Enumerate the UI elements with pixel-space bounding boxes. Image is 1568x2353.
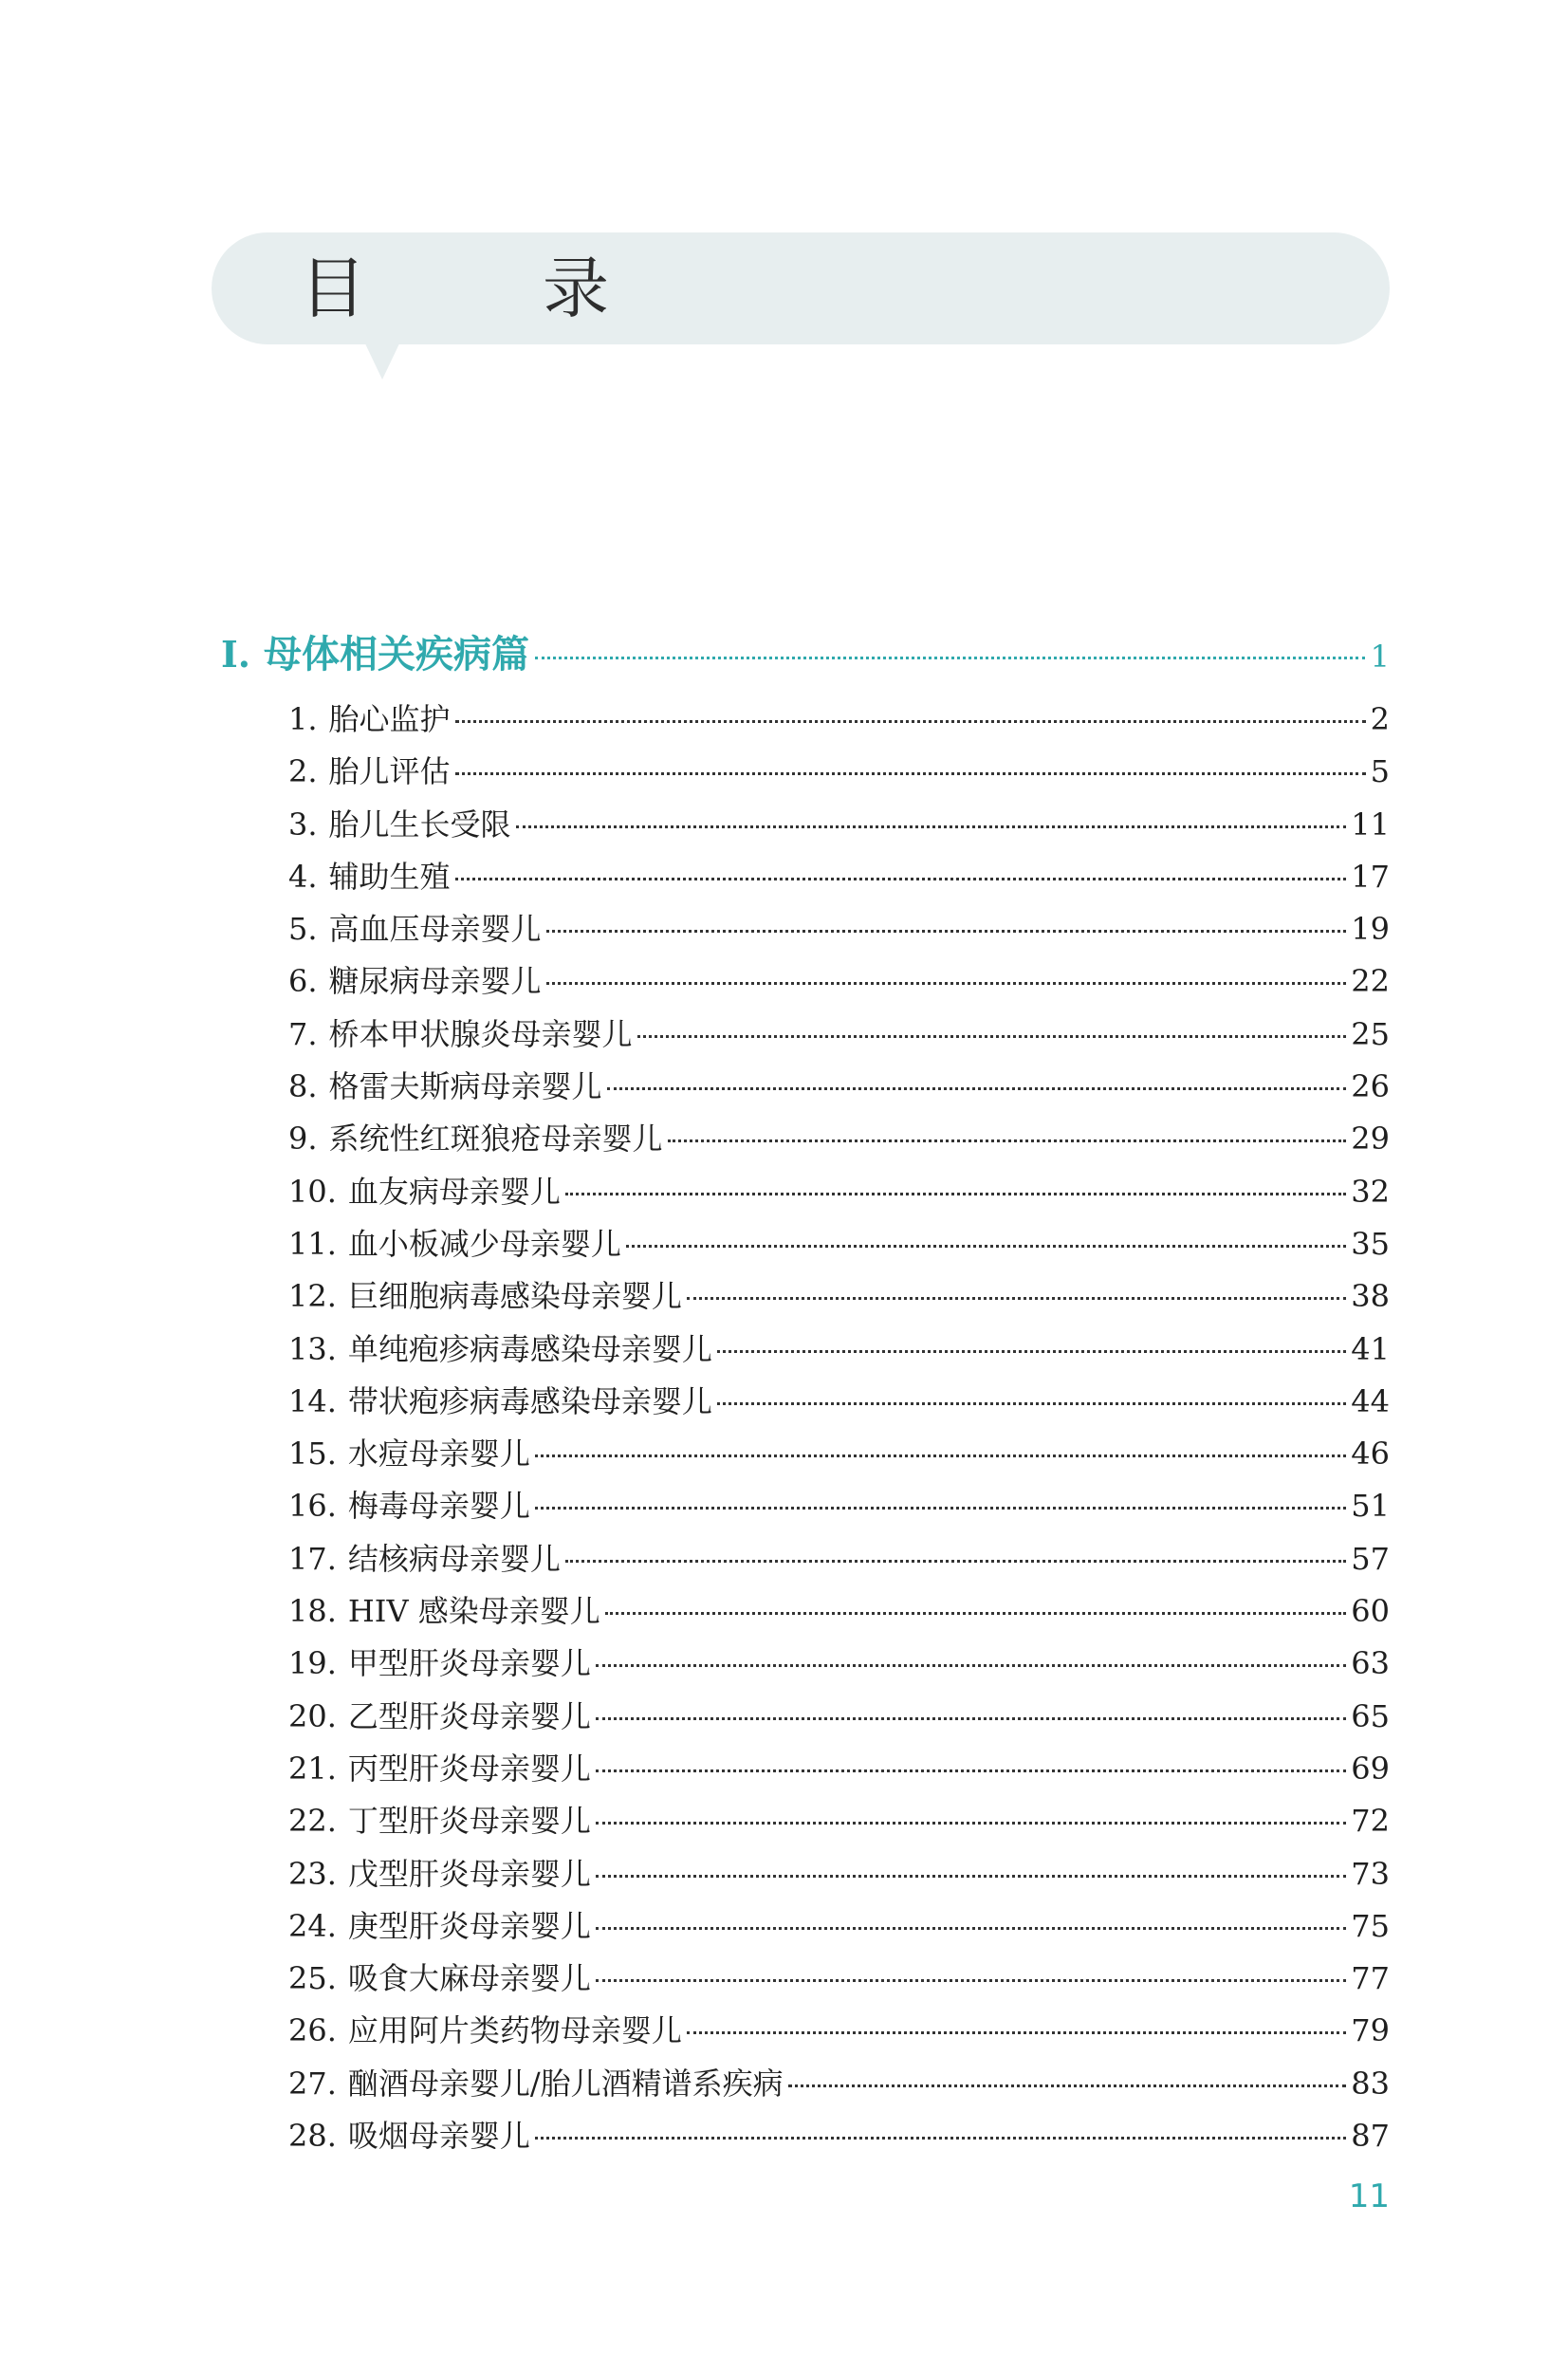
toc-entry-number: 3. [288,806,318,843]
toc-entry-number: 23. [288,1855,337,1892]
dot-leader [626,1245,1346,1248]
toc-entry-page: 22 [1351,963,1390,1000]
toc-entry-page: 51 [1351,1488,1390,1525]
toc-entry-page: 32 [1351,1173,1390,1210]
toc-entry[interactable] [288,1848,1390,1900]
toc-section-heading[interactable] [221,624,1390,681]
toc-list [288,694,1390,2162]
toc-entry-page: 87 [1351,2118,1390,2155]
toc-entry[interactable] [288,903,1390,955]
toc-entry-number: 8. [288,1068,318,1105]
toc-entry-page: 77 [1351,1960,1390,1997]
toc-entry-title: 单纯疱疹病毒感染母亲婴儿 [347,1330,712,1367]
toc-entry-page: 5 [1370,753,1390,790]
toc-entry-page: 83 [1351,2065,1390,2102]
page-number: 11 [1348,2177,1390,2215]
toc-entry-title: 系统性红斑狼疮母亲婴儿 [328,1121,663,1158]
dot-leader [596,1664,1346,1667]
toc-entry-page: 65 [1351,1697,1390,1734]
toc-entry[interactable] [288,1324,1390,1376]
toc-entry-title: 戊型肝炎母亲婴儿 [347,1855,591,1892]
toc-entry-number: 1. [288,701,318,737]
toc-entry-page: 72 [1351,1803,1390,1840]
toc-entry-number: 11. [288,1225,337,1262]
dot-leader [516,825,1347,828]
toc-entry-number: 16. [288,1488,337,1525]
toc-entry[interactable] [288,1376,1390,1428]
toc-entry-title: 高血压母亲婴儿 [328,911,542,948]
toc-entry[interactable] [288,1795,1390,1847]
toc-entry-title: 乙型肝炎母亲婴儿 [347,1697,591,1734]
title-banner-pointer [363,340,401,380]
toc-entry-number: 7. [288,1015,318,1052]
toc-entry-page: 25 [1351,1015,1390,1052]
toc-entry-title: 巨细胞病毒感染母亲婴儿 [347,1278,682,1315]
dot-leader [605,1612,1347,1615]
toc-entry-number: 20. [288,1697,337,1734]
toc-entry[interactable] [288,1061,1390,1113]
toc-entry-number: 24. [288,1907,337,1944]
toc-entry[interactable] [288,1166,1390,1218]
section-number: Ⅰ. [221,633,251,676]
toc-entry-title: 甲型肝炎母亲婴儿 [347,1645,591,1682]
dot-leader [687,1297,1346,1300]
toc-entry-page: 44 [1351,1382,1390,1419]
toc-entry-number: 18. [288,1593,337,1630]
toc-entry-number: 9. [288,1121,318,1158]
toc-entry-title: HIV 感染母亲婴儿 [347,1593,600,1630]
section-page-number: 1 [1370,639,1390,675]
toc-entry-page: 17 [1351,858,1390,895]
toc-entry-title: 丁型肝炎母亲婴儿 [347,1803,591,1840]
dot-leader [535,1507,1346,1510]
dot-leader [546,982,1347,985]
section-title: 母体相关疾病篇 [264,632,530,676]
dot-leader [535,657,1365,659]
toc-entry-number: 26. [288,2012,337,2049]
toc-entry-number: 21. [288,1750,337,1787]
toc-entry-title: 胎心监护 [328,701,451,737]
toc-entry-number: 6. [288,963,318,1000]
dot-leader [596,1875,1346,1878]
toc-entry[interactable] [288,1218,1390,1270]
toc-entry[interactable] [288,2005,1390,2057]
toc-entry-page: 60 [1351,1593,1390,1630]
dot-leader [455,878,1347,880]
dot-leader [596,1927,1346,1930]
toc-entry[interactable] [288,1743,1390,1795]
toc-entry-page: 29 [1351,1121,1390,1158]
toc-entry-page: 2 [1370,701,1390,737]
toc-entry[interactable] [288,1113,1390,1165]
toc-entry[interactable] [288,746,1390,798]
dot-leader [535,1454,1346,1457]
toc-entry-page: 69 [1351,1750,1390,1787]
dot-leader [596,1769,1346,1772]
dot-leader [668,1139,1347,1142]
toc-entry-title: 酗酒母亲婴儿/胎儿酒精谱系疾病 [347,2065,784,2102]
toc-entry[interactable] [288,1638,1390,1690]
toc-entry[interactable] [288,1009,1390,1061]
toc-entry[interactable] [288,1953,1390,2005]
toc-entry-page: 11 [1351,806,1390,843]
toc-entry-page: 79 [1351,2012,1390,2049]
toc-entry-number: 17. [288,1540,337,1577]
toc-entry[interactable] [288,1900,1390,1953]
toc-entry-title: 辅助生殖 [328,858,451,895]
toc-entry-title: 水痘母亲婴儿 [347,1436,530,1473]
dot-leader [788,2084,1347,2087]
toc-entry[interactable] [288,955,1390,1008]
toc-entry[interactable] [288,1585,1390,1638]
toc-entry-title: 糖尿病母亲婴儿 [328,963,542,1000]
toc-entry-number: 4. [288,858,318,895]
toc-entry[interactable] [288,851,1390,903]
toc-entry[interactable] [288,2110,1390,2162]
toc-entry-title: 庚型肝炎母亲婴儿 [347,1907,591,1944]
toc-entry[interactable] [288,1480,1390,1532]
dot-leader [565,1193,1346,1195]
toc-entry-page: 63 [1351,1645,1390,1682]
toc-entry-title: 带状疱疹病毒感染母亲婴儿 [347,1382,712,1419]
toc-entry[interactable] [288,1691,1390,1743]
toc-entry-title: 应用阿片类药物母亲婴儿 [347,2012,682,2049]
toc-entry-number: 5. [288,911,318,948]
toc-entry[interactable] [288,1533,1390,1585]
dot-leader [596,1822,1346,1825]
toc-entry-title: 胎儿生长受限 [328,806,511,843]
toc-entry-title: 吸食大麻母亲婴儿 [347,1960,591,1997]
toc-entry-page: 57 [1351,1540,1390,1577]
toc-entry-title: 梅毒母亲婴儿 [347,1488,530,1525]
toc-entry-page: 73 [1351,1855,1390,1892]
dot-leader [455,720,1366,723]
toc-entry-number: 15. [288,1436,337,1473]
toc-entry-number: 13. [288,1330,337,1367]
toc-entry-title: 吸烟母亲婴儿 [347,2118,530,2155]
toc-entry-title: 结核病母亲婴儿 [347,1540,561,1577]
dot-leader [687,2031,1346,2034]
dot-leader [546,930,1347,933]
toc-entry-number: 2. [288,753,318,790]
dot-leader [535,2137,1346,2140]
toc-entry-page: 75 [1351,1907,1390,1944]
toc-entry[interactable] [288,799,1390,851]
toc-entry-number: 10. [288,1173,337,1210]
dot-leader [455,772,1366,775]
toc-entry-number: 12. [288,1278,337,1315]
toc-entry-page: 26 [1351,1068,1390,1105]
dot-leader [565,1560,1346,1563]
dot-leader [607,1087,1347,1090]
toc-entry-number: 19. [288,1645,337,1682]
toc-entry-title: 血小板减少母亲婴儿 [347,1225,621,1262]
toc-entry-number: 14. [288,1382,337,1419]
toc-entry-title: 胎儿评估 [328,753,451,790]
toc-entry-page: 41 [1351,1330,1390,1367]
dot-leader [717,1402,1346,1405]
toc-entry-number: 28. [288,2118,337,2155]
dot-leader [596,1717,1346,1720]
toc-entry-number: 27. [288,2065,337,2102]
toc-entry-page: 35 [1351,1225,1390,1262]
toc-entry-title: 丙型肝炎母亲婴儿 [347,1750,591,1787]
page-title: 目 录 [300,250,664,327]
toc-entry[interactable] [288,2058,1390,2110]
toc-entry-page: 46 [1351,1436,1390,1473]
dot-leader [596,1979,1346,1982]
toc-entry-title: 格雷夫斯病母亲婴儿 [328,1068,602,1105]
toc-entry-number: 22. [288,1803,337,1840]
toc-entry[interactable] [288,1270,1390,1323]
toc-entry-title: 桥本甲状腺炎母亲婴儿 [328,1015,633,1052]
dot-leader [717,1350,1346,1353]
toc-entry-page: 19 [1351,911,1390,948]
toc-entry-page: 38 [1351,1278,1390,1315]
dot-leader [637,1035,1347,1038]
toc-entry[interactable] [288,694,1390,746]
toc-entry-title: 血友病母亲婴儿 [347,1173,561,1210]
toc-entry-number: 25. [288,1960,337,1997]
toc-entry[interactable] [288,1428,1390,1480]
